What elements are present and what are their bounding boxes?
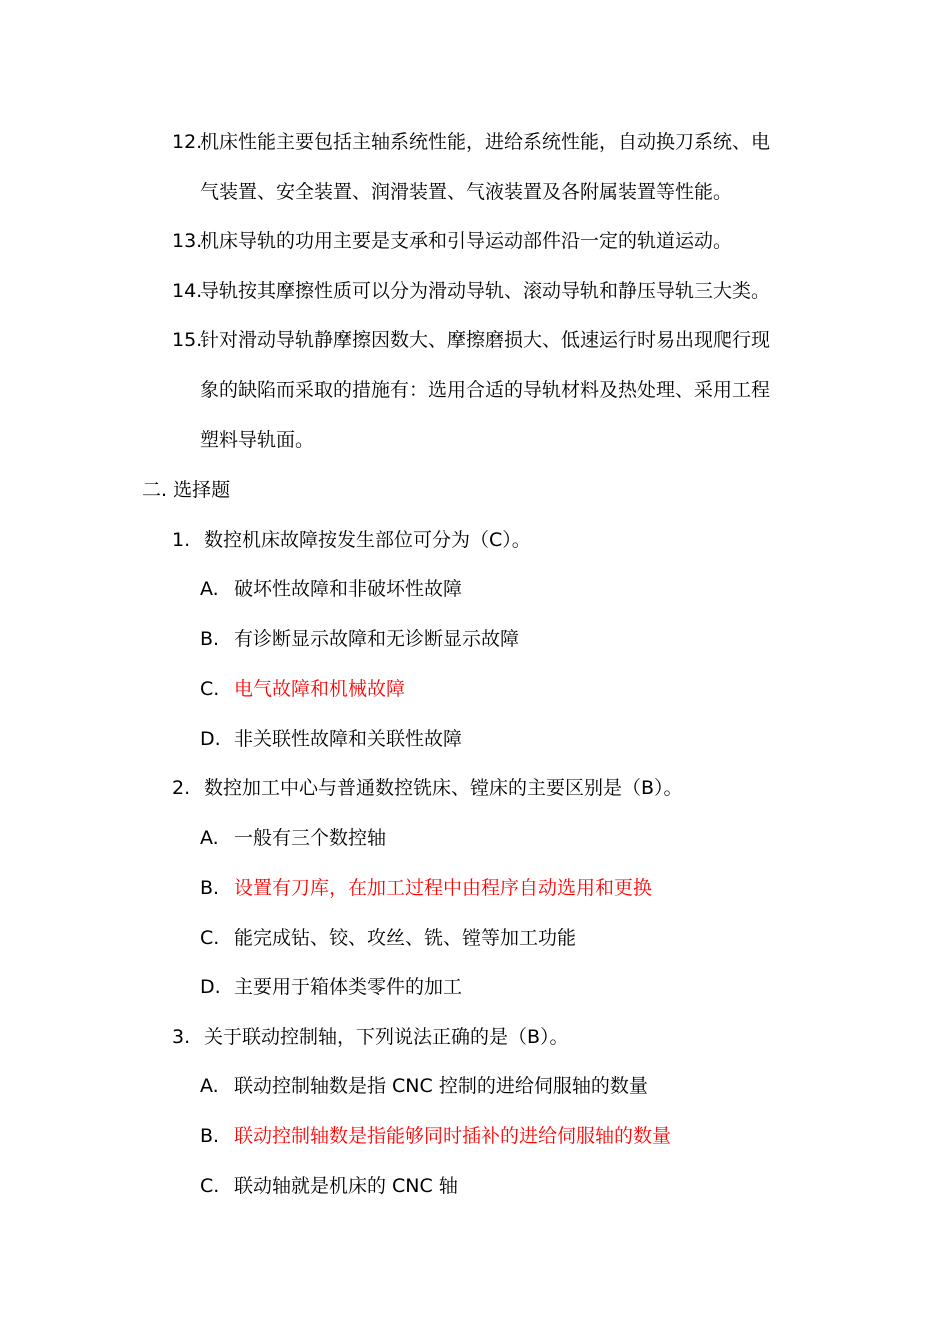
option-label: B.: [200, 628, 220, 650]
option-text: 联动控制轴数是指 CNC 控制的进给伺服轴的数量: [234, 1075, 648, 1097]
item-number: 14.: [172, 280, 203, 302]
option-label: C.: [200, 927, 220, 949]
question-text: 数控机床故障按发生部位可分为（C）。: [204, 529, 531, 551]
option-label: A.: [200, 1075, 219, 1097]
correct-option-text: 联动控制轴数是指能够同时插补的进给伺服轴的数量: [234, 1125, 672, 1147]
question-number: 2.: [172, 777, 191, 799]
option-label: C.: [200, 1175, 220, 1197]
item-number: 15.: [172, 329, 203, 351]
correct-option-text: 电气故障和机械故障: [234, 678, 406, 700]
item-12-line-2: 气装置、安全装置、润滑装置、气液装置及各附属装置等性能。: [200, 181, 733, 203]
correct-option-text: 设置有刀库，在加工过程中由程序自动选用和更换: [234, 877, 653, 899]
option-label: D.: [200, 728, 221, 750]
option-label: A.: [200, 827, 219, 849]
item-number: 13.: [172, 230, 203, 252]
option-label: A.: [200, 578, 219, 600]
option-text: 联动轴就是机床的 CNC 轴: [234, 1175, 458, 1197]
item-15-line-1: 针对滑动导轨静摩擦因数大、摩擦磨损大、低速运行时易出现爬行现: [200, 329, 771, 351]
question-text: 数控加工中心与普通数控铣床、镗床的主要区别是（B）。: [204, 777, 683, 799]
option-text: 能完成钻、铰、攻丝、铣、镗等加工功能: [234, 927, 577, 949]
item-12-line-1: 机床性能主要包括主轴系统性能，进给系统性能，自动换刀系统、电: [200, 131, 771, 153]
item-14-line-1: 导轨按其摩擦性质可以分为滑动导轨、滚动导轨和静压导轨三大类。: [200, 280, 771, 302]
item-15-line-3: 塑料导轨面。: [200, 429, 315, 451]
question-text: 关于联动控制轴，下列说法正确的是（B）。: [204, 1026, 569, 1048]
option-text: 一般有三个数控轴: [234, 827, 387, 849]
question-number: 3.: [172, 1026, 191, 1048]
option-text: 非关联性故障和关联性故障: [234, 728, 463, 750]
option-label: C.: [200, 678, 220, 700]
item-13-line-1: 机床导轨的功用主要是支承和引导运动部件沿一定的轨道运动。: [200, 230, 733, 252]
option-text: 有诊断显示故障和无诊断显示故障: [234, 628, 520, 650]
question-number: 1.: [172, 529, 191, 551]
option-text: 主要用于箱体类零件的加工: [234, 976, 463, 998]
section-heading: 二. 选择题: [142, 479, 231, 501]
option-label: D.: [200, 976, 221, 998]
option-label: B.: [200, 877, 220, 899]
item-number: 12.: [172, 131, 203, 153]
option-label: B.: [200, 1125, 220, 1147]
option-text: 破坏性故障和非破坏性故障: [234, 578, 463, 600]
item-15-line-2: 象的缺陷而采取的措施有：选用合适的导轨材料及热处理、采用工程: [200, 379, 771, 401]
